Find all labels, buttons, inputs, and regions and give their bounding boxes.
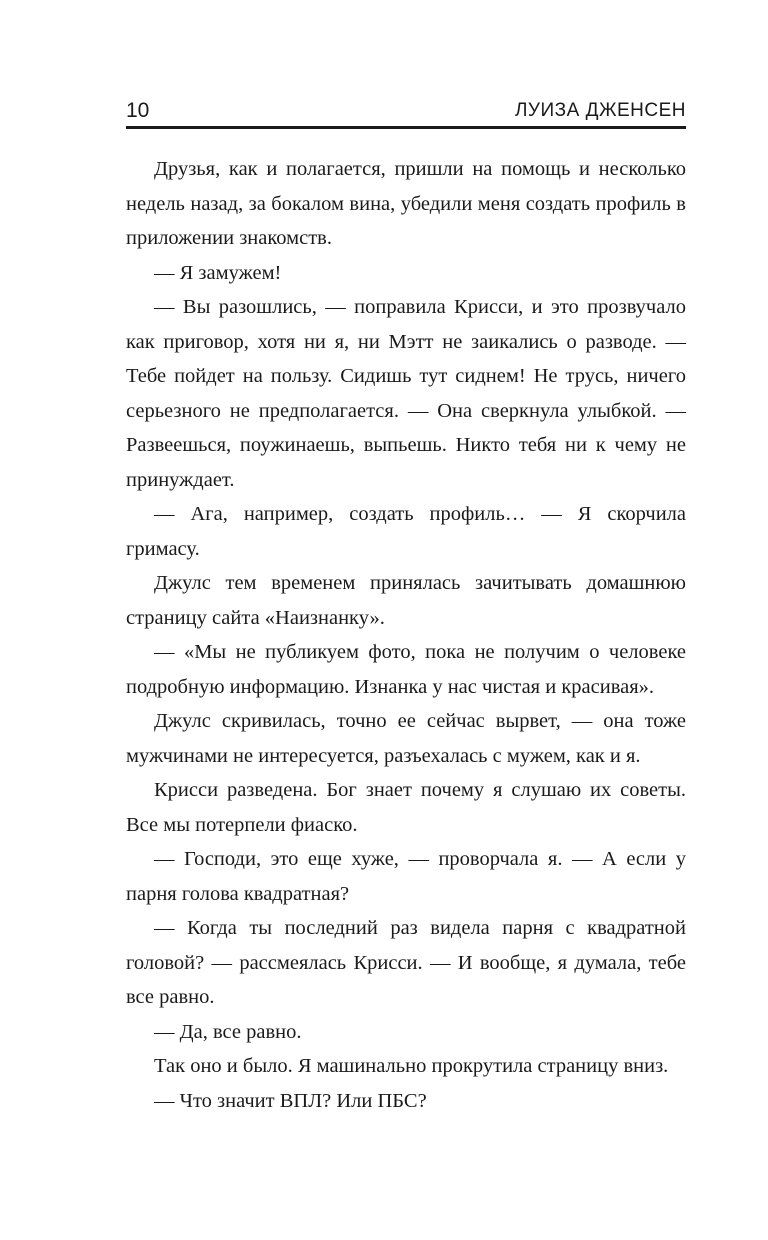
- paragraph: Джулс тем временем принялась зачитывать домашнюю страницу сайта «Наизнанку».: [126, 572, 686, 629]
- paragraph: — Что значит ВПЛ? Или ПБС?: [154, 1089, 427, 1112]
- paragraph: — Когда ты последний раз видела парня с квадратной головой? — рассмеялась Крисси. — И вообще, я думала, тебе все равно.: [126, 917, 686, 1008]
- paragraph: — Да, все равно.: [154, 1020, 302, 1043]
- paragraph: — «Мы не публикуем фото, пока не получим о человеке подробную информацию. Изнанка у нас чистая и красивая».: [126, 641, 686, 698]
- paragraph: — Вы разошлись, — поправила Крисси, и это прозвучало как приговор, хотя ни я, ни Мэтт не заикались о разводе. — Тебе пойдет на пользу. Сидишь тут сиднем! Не трусь, ничего серьезного не предполагается. — Она сверкнула улыбкой. — Развеешься, поужинаешь, выпьешь. Никто тебя ни к чему не принуждает.: [126, 296, 686, 491]
- paragraph: — Я замужем!: [154, 261, 282, 284]
- header-rule: [126, 126, 686, 129]
- running-head-author: ЛУИЗА ДЖЕНСЕН: [514, 100, 686, 121]
- page-number: 10: [126, 99, 150, 122]
- paragraph: Крисси разведена. Бог знает почему я слушаю их советы. Все мы потерпели фиаско.: [126, 779, 686, 836]
- paragraph: Так оно и было. Я машинально прокрутила страницу вниз.: [154, 1055, 669, 1077]
- paragraph: Джулс скривилась, точно ее сейчас вырвет, — она тоже мужчинами не интересуется, разъехалась с мужем, как и я.: [126, 710, 686, 767]
- body-text: [126, 152, 686, 1118]
- paragraph: — Господи, это еще хуже, — проворчала я. — А если у парня голова квадратная?: [126, 848, 686, 905]
- page-header: [126, 98, 686, 124]
- paragraph: — Ага, например, создать профиль… — Я скорчила гримасу.: [126, 503, 686, 560]
- paragraph: Друзья, как и полагается, пришли на помощь и несколько недель назад, за бокалом вина, убедили меня создать профиль в приложении знакомств.: [126, 158, 686, 249]
